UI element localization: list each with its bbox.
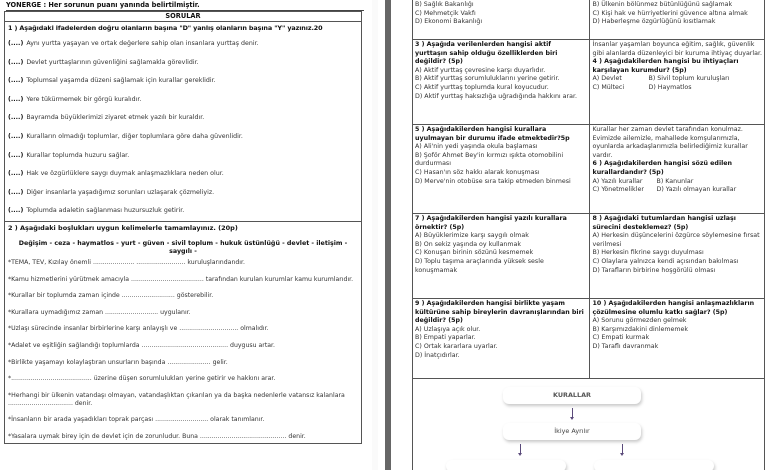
answer-option: C) Mülteci — [592, 83, 625, 91]
statement-text: Yere tükürmemek bir görgü kuralıdır. — [26, 95, 142, 103]
rules-diagram — [412, 380, 765, 470]
q10-options — [593, 317, 763, 351]
answer-option: D) Ekonomi Bakanlığı — [415, 18, 483, 26]
fill-in-item: *Birlikte yaşamayı kolaylaştıran unsurların başında ...................... gelir. — [8, 358, 228, 366]
answer-option: B) Ülkenin bölünmez bütünlüğünü sağlamak — [592, 1, 733, 8]
answer-blank[interactable]: (....) — [8, 170, 24, 178]
fill-in-item: *......................................... üzerine düşen sorumlulukları yerine getirir ve hakkını arar. — [8, 375, 276, 383]
answer-option: C) Aktif yurttaş toplumda kural koyucudur. — [415, 83, 549, 91]
fill-in-item: *İnsanların bir arada yaşadıkları toprak parçası ........................... olarak tanımlanır. — [8, 416, 265, 424]
question-sheet — [4, 11, 362, 444]
answer-option: C) Empati kurmak — [592, 334, 650, 342]
true-false-item — [8, 35, 358, 54]
statement-text: Diğer insanlarla yaşadığımız sorunları uzlaşarak çözmeliyiz. — [26, 188, 215, 196]
answer-blank[interactable]: (....) — [8, 58, 24, 66]
answer-option: B) Sağlık Bakanlığı — [415, 1, 474, 8]
q1-title: 1 ) Aşağıdaki ifadelerden doğru olanların başına "D" yanlış olanların başına "Y" yazınız.20 — [8, 24, 323, 32]
answer-option: B) Sivil toplum kuruluşları — [648, 75, 730, 83]
answer-option: A) Devlet — [592, 75, 622, 83]
prev-question-options-right — [589, 0, 766, 39]
true-false-item — [8, 147, 358, 166]
true-false-item — [8, 72, 358, 91]
answer-option: D) Toplu taşıma araçlarında yüksek sesle konuşmamak — [415, 257, 544, 274]
diagram-root-box: KURALLAR — [503, 387, 641, 404]
right-page — [391, 0, 780, 470]
statement-text: Aynı yurtta yaşayan ve ortak değerlere sahip olan insanlara yurttaş denir. — [26, 40, 259, 47]
true-false-item — [8, 91, 358, 110]
fill-in-item: *TEMA, TEV, Kızılay önemli ..................... ......................... kuruluşlarındandır. — [8, 258, 245, 266]
question-row-4 — [412, 299, 765, 379]
true-false-item — [8, 54, 358, 73]
question-4 — [589, 40, 766, 124]
question-5 — [412, 125, 589, 213]
left-page — [0, 0, 372, 470]
arrow-down-icon — [622, 444, 623, 454]
answer-option: A) Herkesin düşüncelerini özgürce söylemesine fırsat verilmesi — [592, 232, 760, 248]
q2-title: 2 ) Aşağıdaki boşlukları uygun kelimelerle tamamlayınız. (20p) — [8, 223, 238, 232]
answer-option: D) Aktif yurttaş haksızlığa uğradığında hakkını arar. — [415, 92, 577, 100]
statement-text: Hak ve özgürlüklere saygı duymak anlaşmazlıklara neden olur. — [26, 170, 224, 178]
question-row-2 — [412, 125, 765, 214]
answer-blank[interactable]: (....) — [8, 77, 24, 85]
q6-options — [593, 178, 763, 195]
answer-option: A) Büyüklerimize karşı saygılı olmak — [415, 232, 529, 240]
fill-in-item: *Herhangi bir ülkenin vatandaşı olmayan, vatandaşlıktan çıkarılan ya da başka nedenlerle vatansız kalanlara ................................. denir. — [8, 391, 345, 407]
q9-options — [415, 326, 586, 360]
answer-option: C) Mehmetçik Vakfı — [415, 9, 476, 17]
true-false-item — [8, 128, 358, 147]
statement-text: Kurallar toplumda huzuru sağlar. — [26, 151, 130, 159]
arrow-down-icon — [520, 444, 521, 454]
question-9 — [412, 299, 589, 378]
section-header: SORULAR — [5, 12, 361, 22]
q3-title: 3 ) Aşağıda verilenlerden hangisi aktif yurttaşın sahip olduğu özelliklerden biri değildir? (5p) — [415, 41, 558, 66]
question-row-3 — [412, 214, 765, 299]
fill-in-item: *Adalet ve eşitliğin sağlandığı toplumlarda ............................................ duygusu artar. — [8, 341, 275, 349]
answer-option: B) Karşımızdakini dinlememek — [592, 325, 688, 333]
answer-blank[interactable]: (....) — [8, 188, 24, 196]
fill-in-item: *Kurallara uymadığımız zaman ........................... uygulanır. — [8, 308, 191, 316]
answer-option: D) Haymatlos — [648, 83, 692, 91]
answer-blank[interactable]: (....) — [8, 132, 24, 140]
fill-in-item: *Kurallar bir toplumda zaman içinde ........................... gösterebilir. — [8, 292, 214, 300]
answer-blank[interactable]: (....) — [8, 40, 24, 47]
answer-blank[interactable]: (....) — [8, 95, 24, 103]
exam-directive: YONERGE : Her sorunun puanı yanında belirtilmiştir. — [6, 0, 364, 11]
answer-option: B) Aktif yurttaş sorumluluklarını yerine getirir. — [415, 75, 560, 83]
q9-title: 9 ) Aşağıdakilerden hangisi birlikte yaşam kültürüne sahip bireylerin davranışlarından biri değildir? (5p) — [415, 300, 584, 325]
q4-intro: İnsanlar yaşamları boyunca eğitim, sağlık, güvenlik gibi alanlarda düzenleyici bir kuruma ihtiyaç duyarlar. — [592, 41, 763, 57]
answer-option: C) Hasan'ın söz hakkı alarak konuşması — [415, 168, 540, 176]
question-7 — [412, 214, 589, 298]
diagram-split-box: İkiye Ayrılır — [503, 423, 641, 440]
answer-option: D) İnatçıdırlar. — [415, 351, 460, 359]
q3-options — [415, 67, 586, 101]
question-10 — [589, 299, 766, 378]
answer-option: B) Empati yaparlar. — [415, 334, 476, 342]
answer-option: A) Yazılı kurallar — [592, 177, 643, 185]
answer-option: B) Herkesin fikrine saygı duyulması — [592, 249, 704, 257]
fill-in-blank-list — [5, 259, 361, 443]
answer-option: B) Şoför Ahmet Bey'in kırmızı ışıkta otomobilini durdurması — [415, 151, 564, 168]
question-8 — [589, 214, 766, 298]
answer-option: D) Taraflı davranmak — [592, 342, 659, 350]
answer-option: D) Yazılı olmayan kurallar — [656, 186, 737, 194]
prev-question-options-left — [412, 0, 589, 39]
q8-title: 8 ) Aşağıdaki tutumlardan hangisi uzlaşı sürecini desteklemez? (5p) — [592, 215, 736, 231]
q4-options — [593, 75, 763, 92]
q8-options — [593, 232, 763, 275]
arrow-down-icon — [572, 408, 573, 418]
answer-option: A) Ali'nin yedi yaşında okula başlaması — [415, 143, 538, 151]
q2-section — [5, 221, 361, 443]
word-bank: Değişim - ceza - haymatlos - yurt - güven - sivil toplum - hukuk üstünlüğü - devlet - iletişim - saygılı - — [18, 239, 348, 255]
diagram-branch-left-box — [446, 460, 566, 470]
answer-option: D) Tarafların birbirine hoşgörülü olması — [592, 266, 716, 274]
answer-blank[interactable]: (....) — [8, 151, 24, 159]
page-gutter-light — [378, 0, 385, 470]
fill-in-item: *Yasalara uymak birey için de devlet için de zorunludur. Buna ............................................ denir. — [8, 432, 306, 440]
answer-option: A) Sorunu görmezden gelmek — [592, 317, 687, 325]
statement-text: Devlet yurttaşlarının güvenliğini sağlamakla görevlidir. — [26, 58, 199, 66]
q4-title: 4 ) Aşağıdakilerden hangisi bu ihtiyaçları karşılayan kurumdur? (5p) — [592, 58, 739, 74]
q10-title: 10 ) Aşağıdakilerden hangisi anlaşmazlıkların çözülmesine olumlu katkı sağlar? (5p) — [592, 300, 755, 316]
q6-intro: Kurallar her zaman devlet tarafından konulmaz. Evimizde ailemizle, mahallede komşularımızla, oyunlarda arkadaşlarımızla belirlediğimiz kurallar vardır. — [592, 126, 748, 159]
statement-text: Toplumda adaletin sağlanması huzursuzluk getirir. — [26, 207, 185, 215]
statement-text: Kuralların olmadığı toplumlar, diğer toplumlara göre daha güvenlidir. — [26, 132, 243, 140]
true-false-item — [8, 202, 358, 221]
fill-in-item: *Kamu hizmetlerini yürütmek amacıyla ..................................... tarafından kurulan kurumlar kamu kurumlarıdır. — [8, 275, 354, 283]
statement-text: Bayramda büyüklerimizi ziyaret etmek yazılı bir kuraldır. — [26, 114, 205, 122]
q7-options — [415, 232, 586, 275]
answer-option: B) Kanunlar — [656, 177, 694, 185]
q5-title: 5 ) Aşağıdakilerden hangisi kurallara uyulmayan bir durumu ifade etmektedir?5p — [415, 126, 570, 142]
answer-option: C) Yönetmelikler — [592, 186, 644, 194]
true-false-item — [8, 184, 358, 203]
answer-option: D) Haberleşme özgürlüğünü kısıtlamak — [592, 18, 716, 26]
answer-option: C) Konuşan birinin sözünü kesmemek — [415, 249, 534, 257]
true-false-list — [5, 33, 361, 221]
question-3 — [412, 40, 589, 124]
question-row-0 — [412, 0, 765, 40]
q5-options — [415, 143, 586, 186]
answer-option: A) Aktif yurttaş çevresine karşı duyarlıdır. — [415, 66, 546, 74]
answer-option: C) Kişi hak ve hürriyetlerini güvence altına almak — [592, 9, 748, 17]
answer-option: C) Olaylara yalnızca kendi açısından bakılması — [592, 257, 739, 265]
true-false-item — [8, 165, 358, 184]
answer-blank[interactable]: (....) — [8, 207, 24, 215]
statement-text: Toplumsal yaşamda düzeni sağlamak için kurallar gereklidir. — [26, 77, 216, 85]
answer-option: D) Merve'nin otobüse sıra takip etmeden binmesi — [415, 177, 571, 185]
q6-title: 6 ) Aşağıdakilerden hangisi sözü edilen kurallardandır? (5p) — [592, 160, 733, 176]
answer-option: C) Ortak kararlara uyarlar. — [415, 342, 498, 350]
answer-option: A) Uzlaşıya açık olur. — [415, 325, 481, 333]
question-row-1 — [412, 40, 765, 125]
fill-in-item: *Uzlaşı sürecinde insanlar birbirlerine karşı anlayışlı ve .............................. olmalıdır. — [8, 325, 269, 333]
question-6 — [589, 125, 766, 213]
q7-title: 7 ) Aşağıdakilerden hangisi yazılı kurallara örnektir? (5p) — [415, 215, 567, 231]
true-false-item — [8, 109, 358, 128]
answer-blank[interactable]: (....) — [8, 114, 24, 122]
answer-option: B) On sekiz yaşında oy kullanmak — [415, 240, 522, 248]
diagram-branch-right-box — [594, 460, 714, 470]
